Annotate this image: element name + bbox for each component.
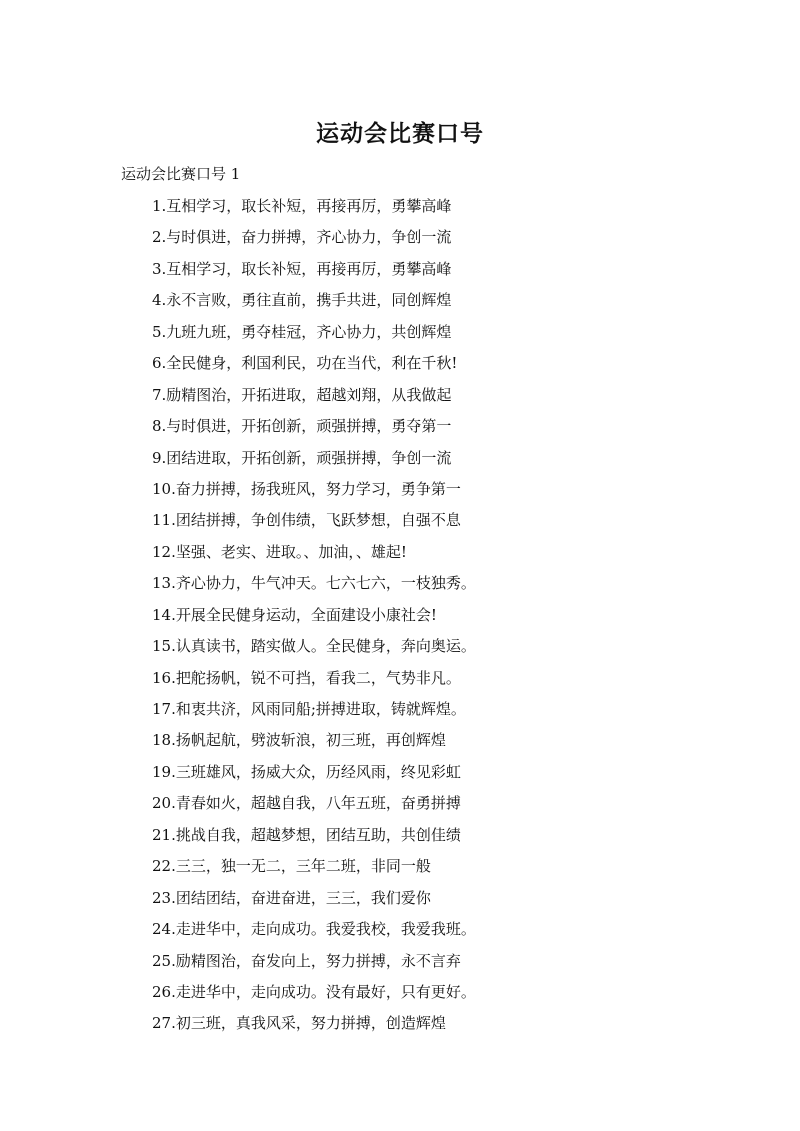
slogan-item: 19.三班雄风，扬威大众，历经风雨，终见彩虹 <box>152 762 461 781</box>
slogan-item: 23.团结团结，奋进奋进，三三，我们爱你 <box>152 888 431 907</box>
slogan-item: 3.互相学习，取长补短，再接再厉，勇攀高峰 <box>152 259 452 278</box>
slogan-item: 4.永不言败，勇往直前，携手共进，同创辉煌 <box>152 291 452 310</box>
page-title: 运动会比赛口号 <box>316 121 484 147</box>
slogan-item: 17.和衷共济，风雨同船;拼搏进取，铸就辉煌。 <box>152 700 466 718</box>
slogan-item: 5.九班九班，勇夺桂冠，齐心协力，共创辉煌 <box>152 322 452 341</box>
slogan-item: 13.齐心协力，牛气冲天。七六七六，一枝独秀。 <box>152 574 476 593</box>
slogan-item: 11.团结拼搏，争创伟绩，飞跃梦想，自强不息 <box>152 511 461 530</box>
section-heading: 运动会比赛口号 1 <box>121 165 241 183</box>
slogan-item: 27.初三班，真我风采，努力拼搏，创造辉煌 <box>152 1014 446 1033</box>
slogan-item: 6.全民健身，利国利民，功在当代，利在千秋! <box>152 354 458 373</box>
slogan-item: 8.与时俱进，开拓创新，顽强拼搏，勇夺第一 <box>152 417 452 436</box>
slogan-item: 14.开展全民健身运动，全面建设小康社会! <box>152 605 437 624</box>
slogan-item: 18.扬帆起航，劈波斩浪，初三班，再创辉煌 <box>152 731 446 750</box>
slogan-item: 24.走进华中，走向成功。我爱我校，我爱我班。 <box>152 920 476 939</box>
slogan-item: 1.互相学习，取长补短，再接再厉，勇攀高峰 <box>152 197 452 215</box>
slogan-item: 21.挑战自我，超越梦想，团结互助，共创佳绩 <box>152 825 461 844</box>
slogan-item: 15.认真读书，踏实做人。全民健身，奔向奥运。 <box>152 637 476 656</box>
slogan-item: 22.三三，独一无二，三年二班，非同一般 <box>152 857 431 876</box>
slogan-item: 26.走进华中，走向成功。没有最好，只有更好。 <box>152 982 476 1001</box>
slogan-item: 7.励精图治，开拓进取，超越刘翔，从我做起 <box>152 385 452 404</box>
slogan-item: 2.与时俱进，奋力拼搏，齐心协力，争创一流 <box>152 228 452 247</box>
slogan-list <box>152 193 476 1042</box>
slogan-item: 12.坚强、老实、进取。、加油，、雄起! <box>152 542 407 561</box>
slogan-item: 25.励精图治，奋发向上，努力拼搏，永不言弃 <box>152 951 461 970</box>
slogan-item: 16.把舵扬帆，锐不可挡，看我二，气势非凡。 <box>152 668 461 687</box>
slogan-item: 20.青春如火，超越自我，八年五班，奋勇拼搏 <box>152 794 461 813</box>
slogan-item: 9.团结进取，开拓创新，顽强拼搏，争创一流 <box>152 448 452 467</box>
slogan-item: 10.奋力拼搏，扬我班风，努力学习，勇争第一 <box>152 479 461 498</box>
